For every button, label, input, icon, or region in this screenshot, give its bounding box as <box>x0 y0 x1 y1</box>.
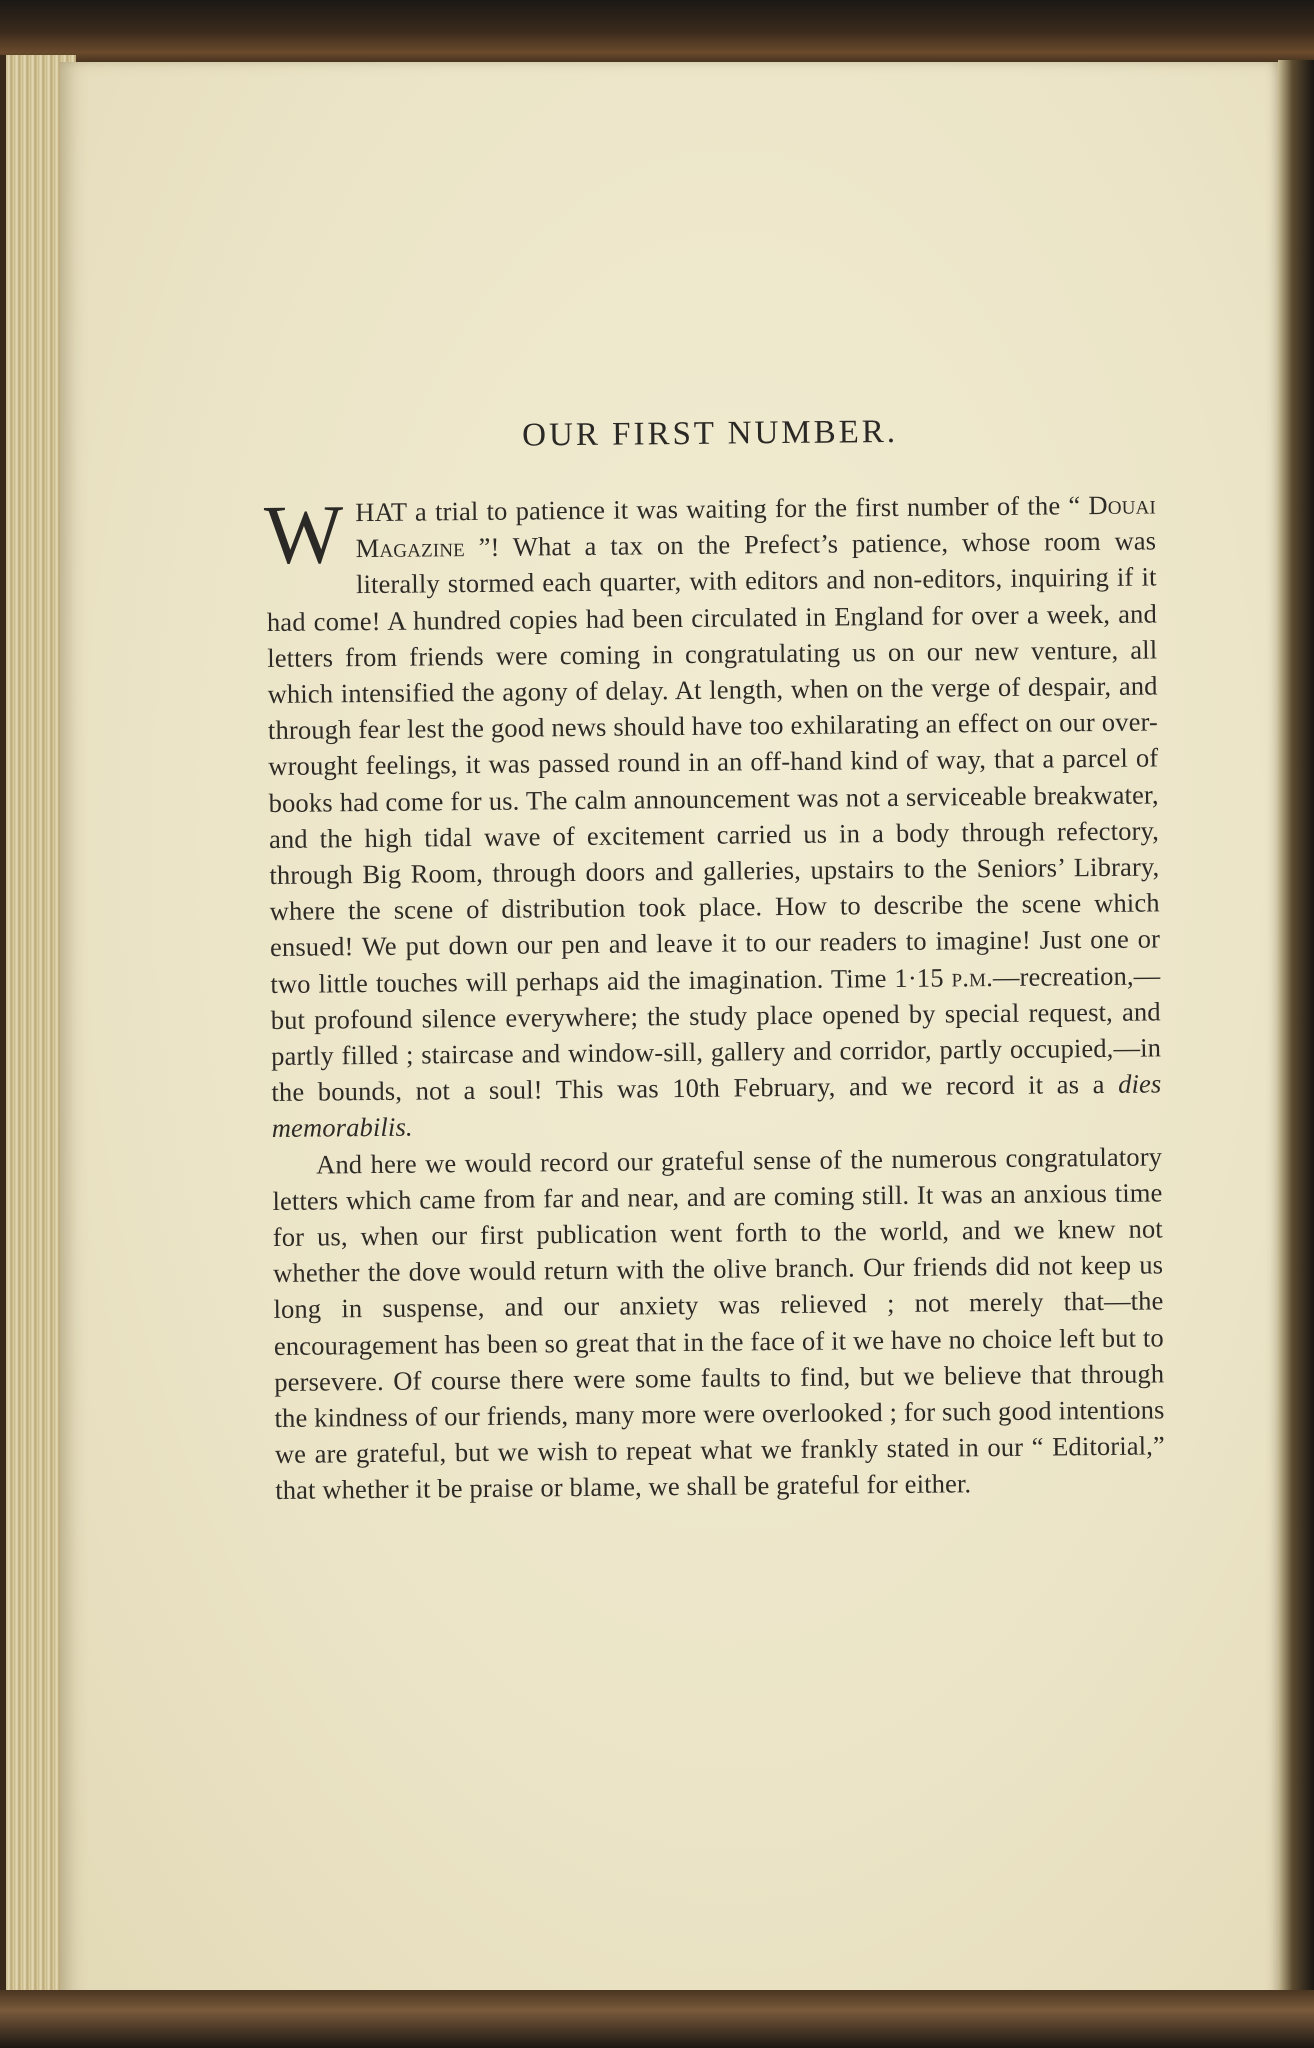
paragraph-1-body: ”! What a tax on the Prefect’s patience, whose room was literally stormed each quarter, with editors and non-editors, inquiring if it had come! A hundred copies had been circulated in England for over a week, and letters from friends were coming in congratulating us on our new venture, all which intensified the agony of delay. At length, when on the verge of despair, and through fear lest the good news should have too exhilarating an effect on our over-wrought feelings, it was passed round in an off-hand kind of way, that a parcel of books had come for us. The calm announcement was not a serviceable breakwater, and the high tidal wave of excitement carried us in a body through refectory, through Big Room, through doors and galleries, upstairs to the Seniors’ Library, where the scene of distribution took place. How to describe the scene which ensued! We put down our pen and leave it to our readers to imagine! Just one or two little touches will perhaps aid the imagination. Time 1·15 <box>266 525 1161 999</box>
book-binding-top <box>0 0 1314 70</box>
paragraph-1-lead: HAT a trial to patience it was waiting for the first number of the “ <box>355 490 1089 528</box>
spine-shadow <box>1278 60 1314 2010</box>
magazine-name: Douai Magazine <box>355 489 1156 564</box>
paragraph-1 <box>263 486 1162 1146</box>
article-title: OUR FIRST NUMBER. <box>522 413 899 454</box>
drop-cap: W <box>263 488 344 583</box>
latin-phrase: dies memorabilis. <box>271 1068 1162 1144</box>
book-binding-bottom <box>0 1990 1314 2048</box>
time-suffix: p.m. <box>951 961 994 993</box>
paragraph-2: And here we would record our grateful sense of the numerous congratulatory letters which came from far and near, and are coming still. It was an anxious time for us, when our first publication went forth to the world, and we knew not whether the dove would return with the olive branch. Our friends did not keep us long in suspense, and our anxiety was relieved ; not merely that—the encouragement has been so great that in the face of it we have no choice left but to persevere. Of course there were some faults to find, but we believe that through the kindness of our friends, many more were overlooked ; for such good intentions we are grateful, but we wish to repeat what we frankly stated in our “ Editorial,” that whether it be praise or blame, we shall be grateful for either. <box>272 1141 1166 1506</box>
paragraph-1-tail: —recreation,—but profound silence everywhere; the study place opened by special request, and partly filled ; staircase and window-sill, gallery and corridor, partly occupied,—in the bounds, not a soul! This was 10th February, and we record it as a <box>270 960 1162 1108</box>
article <box>265 411 1165 1508</box>
